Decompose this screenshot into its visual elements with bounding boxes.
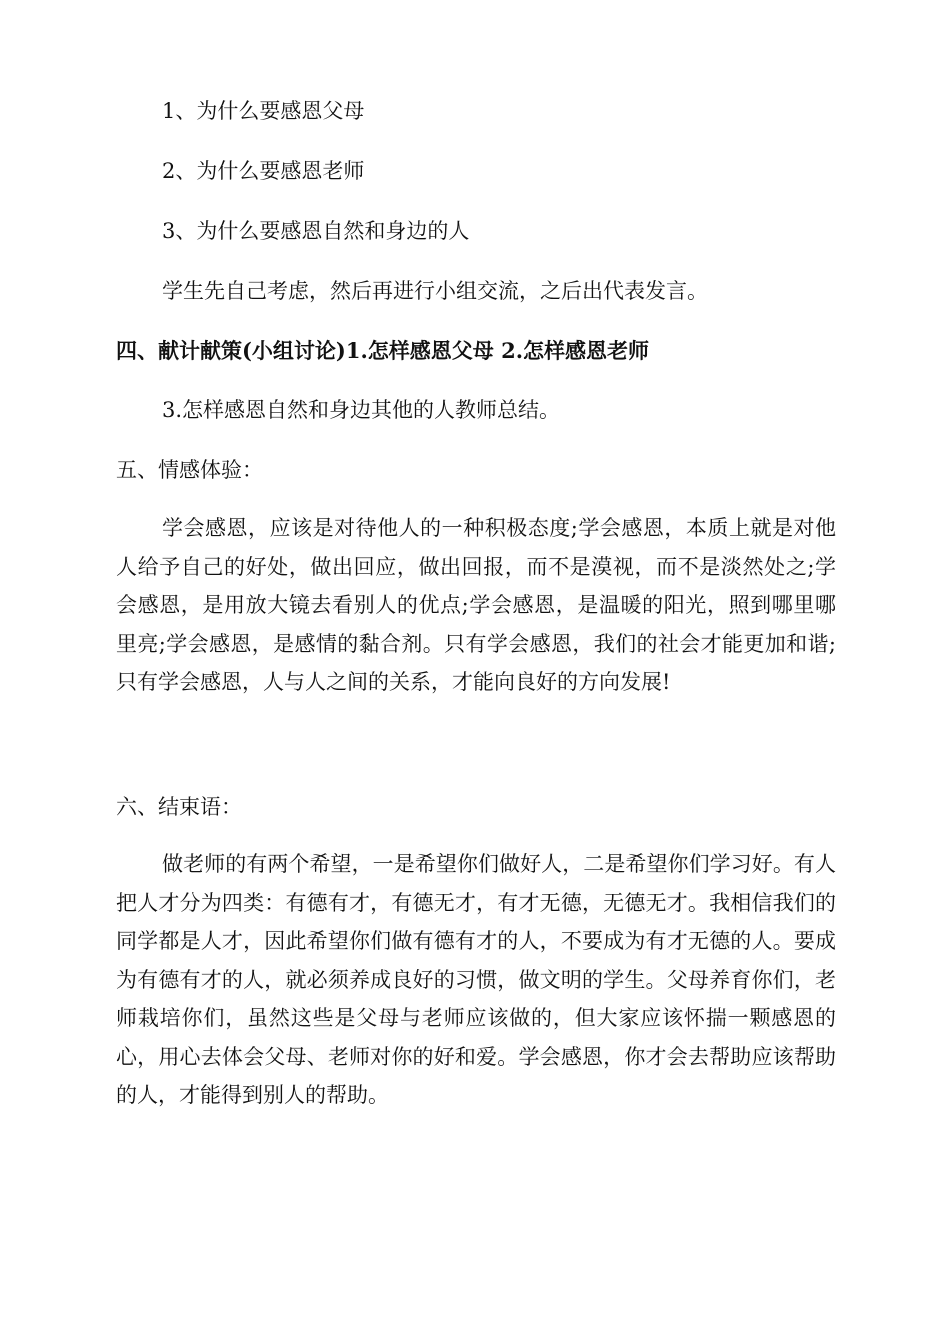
question-note: 学生先自己考虑，然后再进行小组交流，之后出代表发言。 — [162, 279, 708, 303]
section-4-item-3: 3.怎样感恩自然和身边其他的人教师总结。 — [162, 398, 561, 422]
question-3: 3、为什么要感恩自然和身边的人 — [162, 219, 470, 243]
section-5-paragraph: 学会感恩，应该是对待他人的一种积极态度;学会感恩，本质上就是对他人给予自己的好处，做出回应，做出回报，而不是漠视，而不是淡然处之;学会感恩，是用放大镜去看别人的优点;学会感恩，是温暖的阳光，照到哪里哪里亮;学会感恩，是感情的黏合剂。只有学会感恩，我们的社会才能更加和谐;只有学会感恩，人与人之间的关系，才能向良好的方向发展! — [116, 516, 836, 694]
question-1: 1、为什么要感恩父母 — [162, 99, 365, 123]
section-6-paragraph: 做老师的有两个希望，一是希望你们做好人，二是希望你们学习好。有人把人才分为四类：有德有才，有德无才，有才无德，无德无才。我相信我们的同学都是人才，因此希望你们做有德有才的人，不要成为有才无德的人。要成为有德有才的人，就必须养成良好的习惯，做文明的学生。父母养育你们，老师栽培你们，虽然这些是父母与老师应该做的，但大家应该怀揣一颗感恩的心，用心去体会父母、老师对你的好和爱。学会感恩，你才会去帮助应该帮助的人，才能得到别人的帮助。 — [116, 852, 836, 1107]
section-4-heading: 四、献计献策(小组讨论)1.怎样感恩父母 2.怎样感恩老师 — [116, 338, 650, 363]
section-5-heading: 五、情感体验： — [116, 458, 263, 482]
section-6-heading: 六、结束语： — [116, 795, 242, 819]
question-2: 2、为什么要感恩老师 — [162, 159, 365, 183]
